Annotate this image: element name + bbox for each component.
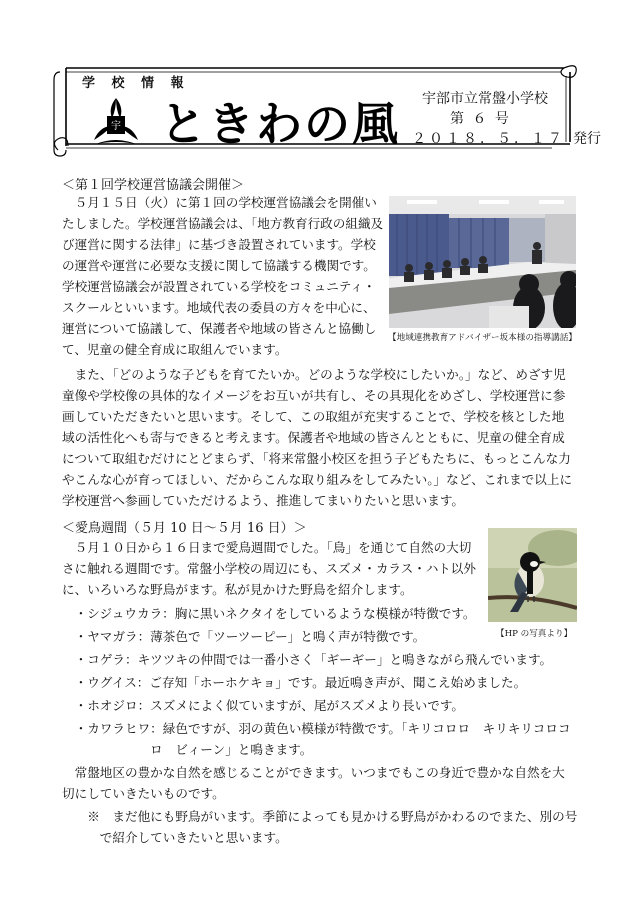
bird-list-item-continued: ロ ビィーン」と鳴きます。 [62,742,313,757]
paragraph-line: ５月１５日（火）に第１回の学校運営協議会を開催い [62,195,377,210]
paragraph-line: また、「どのような子どもを育てたいか。どのような学校にしたいか。」など、めざす児 [62,367,566,382]
paragraph-line: 童像や学校像の具体的なイメージをお互いが共有し、その具現化をめざし、学校運営に参 [62,388,566,403]
svg-text:宇: 宇 [111,121,121,132]
paragraph-line: 画していただきたいと思います。そして、この取組が充実することで、学校を核とした地 [62,409,565,424]
note-line: ※ まだ他にも野鳥がいます。季節によっても見かける野鳥がかわるのでまた、別の号 [62,809,578,824]
masthead [52,58,601,158]
bird-list-item: ・シジュウカラ：胸に黒いネクタイをしているような模様が特徴です。 [62,606,476,621]
bird-list-item: ・カワラヒワ：緑色ですが、羽の黄色い模様が特徴です。「キリコロロ キリキリコロコ [62,721,571,736]
paragraph-line: ５月１０日から１６日まで愛鳥週間でした。「鳥」を通じて自然の大切 [62,540,472,555]
school-emblem-icon [90,96,142,148]
paragraph-line: び運営に関する法律」に基づき設置されています。学校 [62,237,376,252]
bird-list-item: ・ウグイス：ご存知「ホーホケキョ」です。最近鳴き声が、聞こえ始めました。 [62,675,527,690]
publish-date-row [412,128,601,148]
publish-date: ２０１８．５．１７ [412,131,565,147]
meeting-photo [389,196,576,328]
section-heading-council: ＜第１回学校運営協議会開催＞ [62,178,245,193]
paragraph-line: 域の活性化へも寄与できると考えます。保護者や地域の皆さんとともに、児童の健全育成 [62,430,565,445]
bird-photo-caption: 【HP の写真より】 [496,629,573,639]
paragraph-line: たしました。学校運営協議会は、「地方教育行政の組織及 [62,216,384,231]
school-name: 宇部市立常盤小学校 [422,91,548,107]
section-heading-bird-week: ＜愛鳥週間（５月 10 日～５月 16 日）＞ [62,521,307,536]
paragraph-line: 運営について協議して、保護者や地域の皆さんと協働し [62,321,377,336]
newsletter-title: ときわの風 [160,97,400,151]
issue-number: 第 ６ 号 [450,111,511,127]
note-line: で紹介していきたいと思います。 [62,830,288,845]
paragraph-line: スクールといいます。地域代表の委員の方々を中心に、 [62,300,376,315]
paragraph-line: について取組むだけにとどまらず、「将来常盤小校区を担う子どもたちに、もっとこんな力 [62,451,571,466]
bird-photo [488,528,577,622]
paragraph-line: 常盤地区の豊かな自然を感じることができます。いつまでもこの身近で豊かな自然を大 [62,765,565,780]
paragraph-line: 学校運営協議会が設置されている学校をコミュニティ・ [62,279,376,294]
paragraph-line: に、いろいろな野鳥がます。私が見かけた野鳥を紹介します。 [62,582,413,597]
paragraph-line: の運営や運営に必要な支援に関して協議する機関です。 [62,258,376,273]
paragraph-line: 学校運営へ参画していただけるよう、推進してまいりたいと思います。 [62,493,464,508]
bird-list-item: ・ヤマガラ：薄茶色で「ツーツーピー」と鳴く声が特徴です。 [62,629,426,644]
paragraph-line: さに触れる週間です。常盤小学校の周辺にも、スズメ・カラス・ハト以外 [62,561,476,576]
paragraph-line: やこんな心が育ってほしい、だからこんな取り組みをしてみたい。」など、これまで以上に [62,472,573,487]
paragraph-line: 切にしていきたいものです。 [62,786,225,801]
paragraph-line: て、児童の健全育成に取組んでいます。 [62,342,288,357]
publish-label: 発行 [573,131,601,147]
kicker-label: 学 校 情 報 [82,76,190,91]
bird-list-item: ・コゲラ：キツツキの仲間では一番小さく「ギーギー」と鳴きながら飛んでいます。 [62,652,553,667]
meeting-photo-caption: 【地域連携教育アドバイザー坂本様の指導講話】 [388,333,577,343]
bird-list-item: ・ホオジロ：スズメによく似ていますが、尾がスズメより長いです。 [62,698,464,713]
